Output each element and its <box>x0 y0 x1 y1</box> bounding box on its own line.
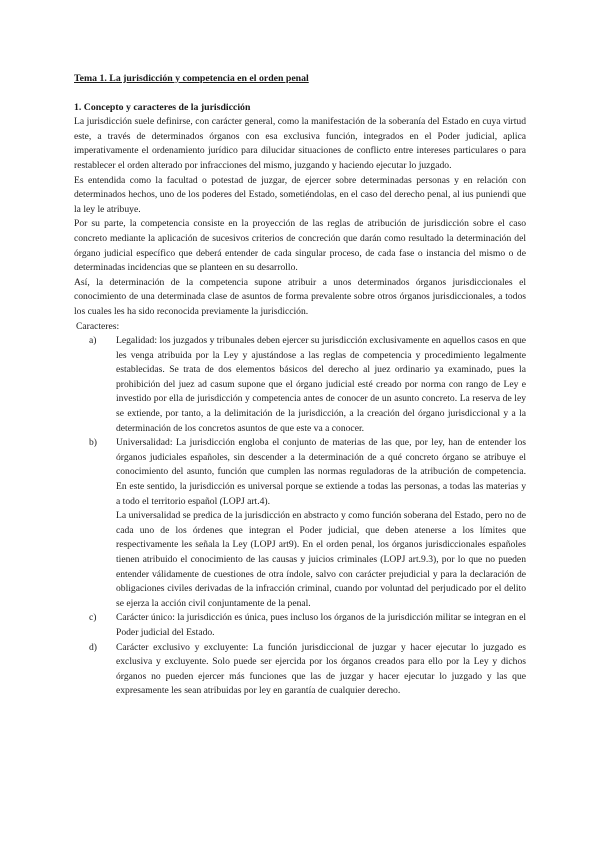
list-marker: d) <box>89 641 97 653</box>
caracteres-label: Caracteres: <box>76 320 120 332</box>
section-heading: 1. Concepto y caracteres de la jurisdicción <box>74 101 251 113</box>
document-page <box>74 72 526 699</box>
item-paragraph: Carácter exclusivo y excluyente: La función jurisdiccional de juzgar y hacer ejecutar lo juzgado es exclusiva y excluyente. Solo puede ser ejercida por los órganos creados para ello por la Ley y dichos órganos no pueden ejercer más funciones que las de juzgar y hacer ejecutar lo juzgado y las que expresamente les sean atribuidas por ley en garantía de cualquier derecho. <box>116 641 526 697</box>
list-marker: a) <box>89 335 97 347</box>
list-marker: b) <box>89 437 97 449</box>
item-paragraph: Universalidad: La jurisdicción engloba el conjunto de materias de las que, por ley, han de entender los órganos judiciales españoles, sin descender a la determinación de a qué concreto órgano se atribuye el conocimiento del asunto, función que cumplen las normas reguladoras de la atribución de competencia. En este sentido, la jurisdicción es universal porque se extiende a todas las personas, a todas las materias y a todo el territorio español (LOPJ art.4). <box>116 437 526 507</box>
list-item-legalidad <box>74 334 526 436</box>
item-paragraph: Legalidad: los juzgados y tribunales deben ejercer su jurisdicción exclusivamente en aquellos casos en que les venga atribuida por la Ley y ajustándose a las reglas de competencia y procedimiento legalmente establecidas. Se trata de dos elementos básicos del derecho al juez ordinario ya examinado, pues la prohibición del juez ad casum supone que el órgano judicial esté creado por norma con rango de Ley e investido por ella de jurisdicción y competencia antes de conocer de un asunto concreto. La reserva de ley se extiende, por tanto, a la delimitación de la jurisdicción, a la creación del órgano jurisdiccional y a la determinación de los concretos asuntos de que este va a conocer. <box>116 335 526 434</box>
intro-paragraph-1: La jurisdicción suele definirse, con carácter general, como la manifestación de la soberanía del Estado en cuya virtud este, a través de determinados órganos con esa exclusiva función, integrados en el Poder judicial, aplica imperativamente el ordenamiento jurídico para dilucidar situaciones de conflicto entre intereses particulares o para restablecer el orden alterado por infracciones del mismo, juzgando y haciendo ejecutar lo juzgado. <box>74 116 526 171</box>
document-title: Tema 1. La jurisdicción y competencia en el orden penal <box>74 73 309 84</box>
intro-paragraph-2: Es entendida como la facultad o potestad de juzgar, de ejercer sobre determinadas personas y en relación con determinados hechos, uno de los poderes del Estado, sometiéndolas, en el caso del derecho penal, al ius puniendi que la ley le atribuye. <box>74 174 526 215</box>
intro-paragraph-3: Por su parte, la competencia consiste en la proyección de las reglas de atribución de jurisdicción sobre el caso concreto mediante la aplicación de sucesivos criterios de concreción que darán como resultado la determinación del órgano judicial específico que deberá entender de cada singular proceso, de cada fase o instancia del mismo o de determinadas incidencias que se planteen en su desarrollo. <box>74 218 526 274</box>
list-item-body <box>116 611 526 640</box>
item-paragraph: Carácter único: la jurisdicción es única, pues incluso los órganos de la jurisdicción militar se integran en el Poder judicial del Estado. <box>116 612 526 638</box>
list-item-caracter-unico <box>74 611 526 640</box>
list-item-universalidad <box>74 436 526 611</box>
caracteres-list <box>74 334 526 699</box>
list-marker: c) <box>89 612 97 624</box>
list-item-body <box>116 334 526 436</box>
list-item-body <box>116 436 526 611</box>
list-item-body <box>116 641 526 699</box>
intro-paragraph-4: Así, la determinación de la competencia supone atribuir a unos determinados órganos jurisdiccionales el conocimiento de una determinada clase de asuntos de forma prevalente sobre otros órganos jurisdiccionales, a todos los cuales les ha sido reconocida previamente la jurisdicción. <box>74 276 526 317</box>
list-item-caracter-exclusivo <box>74 641 526 699</box>
item-paragraph: La universalidad se predica de la jurisdicción en abstracto y como función soberana del Estado, pero no de cada uno de los órdenes que integran el Poder judicial, que deben atenerse a los límites que respectivamente les señala la Ley (LOPJ art9). En el orden penal, los órganos jurisdiccionales españoles tienen atribuido el conocimiento de las causas y juicios criminales (LOPJ art.9.3), por lo que no pueden entender válidamente de cuestiones de otra índole, salvo con carácter prejudicial y para la declaración de obligaciones civiles derivadas de la infracción criminal, cuando por voluntad del perjudicado por el delito se ejerza la acción civil conjuntamente de la penal. <box>116 510 526 609</box>
